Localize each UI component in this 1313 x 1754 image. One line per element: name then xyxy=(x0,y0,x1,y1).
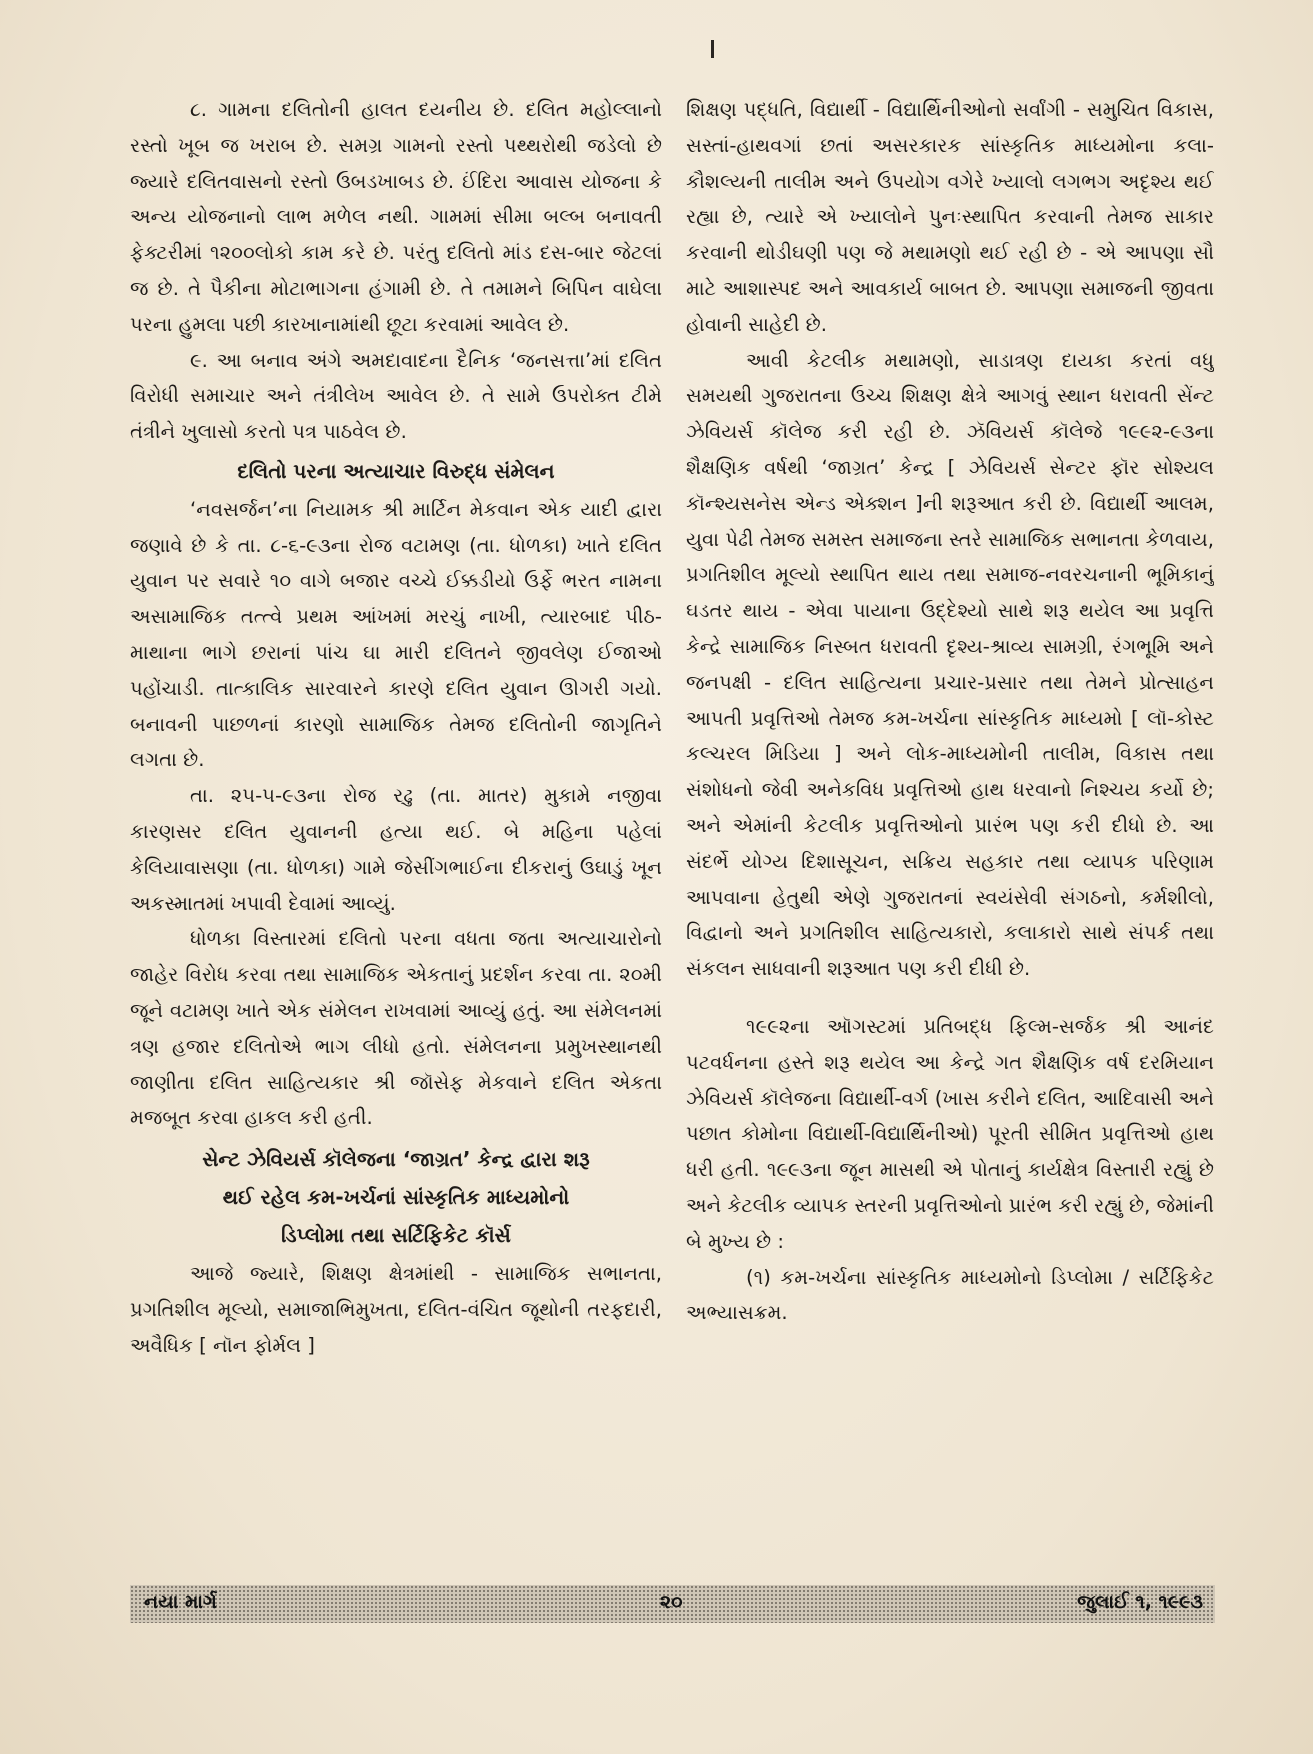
spacer xyxy=(686,987,1214,1009)
paragraph: ૮. ગામના દલિતોની હાલત દયનીય છે. દલિત મહોલ્લાનો રસ્તો ખૂબ જ ખરાબ છે. સમગ્ર ગામનો રસ્તો પથ્થરોથી જડેલો છે જ્યારે દલિતવાસનો રસ્તો ઉબડખાબડ છે. ઈંદિરા આવાસ યોજના કે અન્ય યોજનાનો લાભ મળેલ નથી. ગામમાં સીમા બલ્બ બનાવતી ફેક્ટરીમાં ૧૨૦૦લોકો કામ કરે છે. પરંતુ દલિતો માંડ દસ-બાર જેટલાં જ છે. તે પૈકીના મોટાભાગના હંગામી છે. તે તમામને બિપિન વાઘેલા પરના હુમલા પછી કારખાનામાંથી છૂટા કરવામાં આવેલ છે. xyxy=(130,98,662,336)
paragraph: આજે જ્યારે, શિક્ષણ ક્ષેત્રમાંથી - સામાજિક સભાનતા, પ્રગતિશીલ મૂલ્યો, સમાજાભિમુખતા, દલિત-વંચિત જૂથોની તરફદારી, અવૈધિક [ નૉન ફોર્મલ ] xyxy=(130,1262,662,1357)
page-number: ૨૦ xyxy=(660,1591,683,1613)
paragraph: શિક્ષણ પદ્ધતિ, વિદ્યાર્થી - વિદ્યાર્થિનીઓનો સર્વાંગી - સમુચિત વિકાસ, સસ્તાં-હાથવગાં છતાં અસરકારક સાંસ્કૃતિક માધ્યમોના કલા-કૌશલ્યની તાલીમ અને ઉપયોગ વગેરે ખ્યાલો લગભગ અદૃશ્ય થઈ રહ્યા છે, ત્યારે એ ખ્યાલોને પુનઃસ્થાપિત કરવાની તેમજ સાકાર કરવાની થોડીઘણી પણ જે મથામણો થઈ રહી છે - એ આપણા સૌ માટે આશાસ્પદ અને આવકાર્ય બાબત છે. આપણા સમાજની જીવતા હોવાની સાહેદી છે. xyxy=(686,98,1214,336)
page-footer xyxy=(130,1585,1215,1623)
section-heading-block xyxy=(130,1140,662,1254)
paragraph: આવી કેટલીક મથામણો, સાડાત્રણ દાયકા કરતાં વધુ સમયથી ગુજરાતના ઉચ્ચ શિક્ષણ ક્ષેત્રે આગવું સ્થાન ધરાવતી સેંન્ટ ઝેવિયર્સ કૉલેજ કરી રહી છે. ઝૅવિયર્સ કૉલેજે ૧૯૯૨-૯૩ના શૈક્ષણિક વર્ષથી ‘જાગ્રત’ કેન્દ્ર [ ઝેવિયર્સ સેન્ટર ફૉર સોશ્યલ કૉન્શ્યસનેસ એન્ડ એક્શન ]ની શરૂઆત કરી છે. વિદ્યાર્થી આલમ, યુવા પેઢી તેમજ સમસ્ત સમાજના સ્તરે સામાજિક સભાનતા કેળવાય, પ્રગતિશીલ મૂલ્યો સ્થાપિત થાય તથા સમાજ-નવરચનાની ભૂમિકાનું ઘડતર થાય - એવા પાયાના ઉદ્દેશ્યો સાથે શરૂ થયેલ આ પ્રવૃત્તિ કેન્દ્રે સામાજિક નિસ્બત ધરાવતી દૃશ્ય-શ્રાવ્ય સામગ્રી, રંગભૂમિ અને જનપક્ષી - દલિત સાહિત્યના પ્રચાર-પ્રસાર તથા તેમને પ્રોત્સાહન આપતી પ્રવૃત્તિઓ તેમજ કમ-ખર્ચના સાંસ્કૃતિક માધ્યમો [ લૉ-કોસ્ટ કલ્ચરલ મિડિયા ] અને લોક-માધ્યમોની તાલીમ, વિકાસ તથા સંશોધનો જેવી અનેકવિધ પ્રવૃત્તિઓ હાથ ધરવાનો નિશ્ચય કર્યો છે; અને એમાંની કેટલીક પ્રવૃત્તિઓનો પ્રારંભ પણ કરી દીધો છે. આ સંદર્ભે યોગ્ય દિશાસૂચન, સક્રિય સહકાર તથા વ્યાપક પરિણામ આપવાના હેતુથી એણે ગુજરાતનાં સ્વયંસેવી સંગઠનો, કર્મશીલો, વિદ્વાનો અને પ્રગતિશીલ સાહિત્યકારો, કલાકારો સાથે સંપર્ક તથા સંકલન સાધવાની શરૂઆત પણ કરી દીધી છે. xyxy=(686,348,1214,981)
paragraph: તા. ૨૫-૫-૯૩ના રોજ રઢુ (તા. માતર) મુકામે નજીવા કારણસર દલિત યુવાનની હત્યા થઈ. બે મહિના પહેલાં કેલિયાવાસણા (તા. ધોળકા) ગામે જેસીંગભાઈના દીકરાનું ઉઘાડું ખૂન અકસ્માતમાં ખપાવી દેવામાં આવ્યું. xyxy=(130,784,662,915)
paragraph: (૧) કમ-ખર્ચના સાંસ્કૃતિક માધ્યમોનો ડિપ્લોમા / સર્ટિફિકેટ અભ્યાસક્રમ. xyxy=(686,1265,1214,1325)
issue-date: જુલાઈ ૧, ૧૯૯૩ xyxy=(1077,1591,1203,1613)
paragraph: ધોળકા વિસ્તારમાં દલિતો પરના વધતા જતા અત્યાચારોનો જાહેર વિરોધ કરવા તથા સામાજિક એકતાનું પ્રદર્શન કરવા તા. ૨૦મી જૂને વટામણ ખાતે એક સંમેલન રાખવામાં આવ્યું હતું. આ સંમેલનમાં ત્રણ હજાર દલિતોએ ભાગ લીધો હતો. સંમેલનના પ્રમુખસ્થાનથી જાણીતા દલિત સાહિત્યકાર શ્રી જૉસેફ મેકવાને દલિત એકતા મજબૂત કરવા હાકલ કરી હતી. xyxy=(130,927,662,1130)
section-heading-line: થઈ રહેલ કમ-ખર્ચનાં સાંસ્કૃતિક માધ્યમોનો xyxy=(222,1185,570,1210)
paragraph: ‘નવસર્જન’ના નિયામક શ્રી માર્ટિન મેકવાન એક યાદી દ્વારા જણાવે છે કે તા. ૮-૬-૯૩ના રોજ વટામણ (તા. ધોળકા) ખાતે દલિત યુવાન પર સવારે ૧૦ વાગે બજાર વચ્ચે ઈક્કડીયો ઉર્ફે ભરત નામના અસામાજિક તત્ત્વે પ્રથમ આંખમાં મરચું નાખી, ત્યારબાદ પીઠ-માથાના ભાગે છરાનાં પાંચ ઘા મારી દલિતને જીવલેણ ઈજાઓ પહોંચાડી. તાત્કાલિક સારવારને કારણે દલિત યુવાન ઊગરી ગયો. બનાવની પાછળનાં કારણો સામાજિક તેમજ દલિતોની જાગૃતિને લગતા છે. xyxy=(130,497,662,772)
paragraph: ૯. આ બનાવ અંગે અમદાવાદના દૈનિક ‘જનસત્તા’માં દલિત વિરોધી સમાચાર અને તંત્રીલેખ આવેલ છે. તે સામે ઉપરોક્ત ટીમે તંત્રીને ખુલાસો કરતો પત્ર પાઠવેલ છે. xyxy=(130,348,662,444)
top-mark xyxy=(711,40,714,58)
right-column xyxy=(686,92,1214,1562)
section-heading: દલિતો પરના અત્યાચાર વિરુદ્ધ સંમેલન xyxy=(237,458,555,483)
left-column xyxy=(130,92,662,1562)
section-heading-line: ડિપ્લોમા તથા સર્ટિફિકેટ કૉર્સ xyxy=(281,1223,511,1248)
publication-name: નયા માર્ગ xyxy=(144,1591,217,1613)
paragraph: ૧૯૯૨ના ઑગસ્ટમાં પ્રતિબદ્ધ ફિલ્મ-સર્જક શ્રી આનંદ પટવર્ધનના હસ્તે શરૂ થયેલ આ કેન્દ્રે ગત શૈક્ષણિક વર્ષ દરમિયાન ઝેવિયર્સ કૉલેજના વિદ્યાર્થી-વર્ગ (ખાસ કરીને દલિત, આદિવાસી અને પછાત કોમોના વિદ્યાર્થી-વિદ્યાર્થિનીઓ) પૂરતી સીમિત પ્રવૃત્તિઓ હાથ ધરી હતી. ૧૯૯૩ના જૂન માસથી એ પોતાનું કાર્યક્ષેત્ર વિસ્તારી રહ્યું છે અને કેટલીક વ્યાપક સ્તરની પ્રવૃત્તિઓનો પ્રારંભ કરી રહ્યું છે, જેમાંની બે મુખ્ય છે : xyxy=(686,1014,1214,1253)
section-heading-line: સેન્ટ ઝેવિયર્સ કૉલેજના ‘જાગ્રત’ કેન્દ્ર દ્વારા શરૂ xyxy=(202,1147,590,1172)
